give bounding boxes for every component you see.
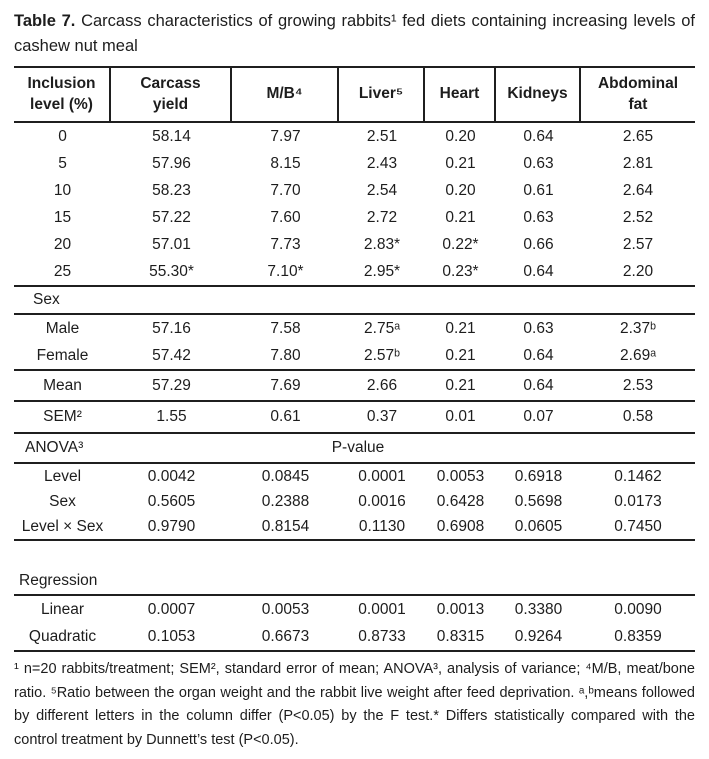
row-label: Quadratic	[28, 627, 97, 645]
table-cell: 0.07	[523, 408, 554, 425]
table-cell: 0.22*	[442, 235, 479, 253]
table-cell: 2.75ᵃ	[364, 319, 400, 337]
mean-row	[14, 371, 695, 402]
table-cell: 7.58	[270, 319, 301, 337]
table-cell: 2.57ᵇ	[363, 346, 401, 364]
table-cell: 0.63	[523, 154, 554, 172]
table-cell: 2.66	[366, 376, 398, 394]
row-label: Level × Sex	[21, 517, 104, 535]
table-cell: 0.5698	[514, 492, 563, 510]
row-label: Mean	[43, 376, 82, 394]
table-cell: 0.6918	[514, 467, 563, 485]
column-header-liver	[339, 68, 425, 121]
table-cell: 0.58	[622, 408, 654, 425]
table-caption	[14, 9, 695, 59]
table-cell: 0.0173	[614, 492, 662, 510]
table-row	[14, 177, 695, 204]
table-row	[14, 514, 695, 539]
table-cell: 0.9790	[147, 517, 196, 535]
row-label: 5	[58, 154, 67, 172]
column-header-inclusion-level	[14, 68, 111, 121]
table-cell: 0.21	[445, 208, 476, 226]
table-row	[14, 258, 695, 285]
table-cell: 0.21	[445, 319, 476, 337]
table-cell: 2.51	[366, 127, 398, 145]
table-cell: 0.0090	[614, 600, 662, 618]
row-label: Level	[43, 467, 82, 485]
table-cell: 0.1462	[614, 467, 662, 485]
table-cell: 7.69	[270, 376, 301, 394]
table-cell: 0.2388	[261, 492, 310, 510]
table-cell: 0.6673	[261, 627, 310, 645]
column-header-abdominal-fat	[581, 68, 695, 121]
table-row	[14, 231, 695, 258]
header-line: Liver⁵	[358, 85, 404, 103]
regression-section-header-row	[14, 568, 695, 596]
anova-section-header-row	[14, 434, 695, 464]
table-cell: 1.55	[156, 408, 187, 425]
header-line: M/B⁴	[266, 85, 303, 103]
table-cell: 2.81	[622, 154, 654, 172]
header-line: fat	[628, 95, 648, 113]
table-cell: 0.0605	[514, 517, 563, 535]
table-cell: 57.42	[152, 346, 191, 364]
table-cell: 2.43	[366, 154, 398, 172]
row-label: SEM²	[43, 408, 82, 425]
table-cell: 0.9264	[514, 627, 563, 645]
table-row	[14, 489, 695, 514]
table-cell: 0.7450	[614, 517, 662, 535]
table-row	[14, 150, 695, 177]
row-label: 15	[53, 208, 72, 226]
table-row	[14, 623, 695, 650]
row-label: Male	[45, 319, 80, 337]
table-cell: 0.66	[523, 235, 554, 253]
table-cell: 0.8154	[261, 517, 310, 535]
table-cell: 7.70	[270, 181, 301, 199]
column-header-kidneys	[496, 68, 581, 121]
sex-section-header-row	[14, 287, 695, 315]
table-row	[14, 342, 695, 369]
column-header-carcass-yield	[111, 68, 232, 121]
table-cell: 0.1130	[358, 517, 406, 535]
header-line: yield	[152, 95, 189, 113]
table-cell: 57.29	[152, 376, 191, 394]
table-cell: 0.6908	[436, 517, 485, 535]
table-row	[14, 204, 695, 231]
sem-row	[14, 402, 695, 434]
table-cell: 0.0013	[436, 600, 485, 618]
table-cell: 0.21	[445, 376, 476, 394]
table-cell: 2.64	[622, 181, 654, 199]
table-cell: 57.22	[152, 208, 191, 226]
table-caption-text: Carcass characteristics of growing rabbits¹ fed diets containing increasing levels of cashew nut meal	[14, 12, 695, 55]
table-cell: 55.30*	[149, 262, 194, 280]
table-cell: 0.37	[366, 408, 398, 425]
row-label: 20	[53, 235, 72, 253]
table-cell: 0.0007	[147, 600, 196, 618]
header-line: level (%)	[30, 95, 93, 113]
table-cell: 0.3380	[514, 600, 563, 618]
table-cell: 0.61	[523, 181, 554, 199]
row-label: 10	[53, 181, 72, 199]
table-cell: 0.01	[445, 408, 476, 425]
table-caption-label: Table 7.	[14, 12, 76, 30]
table-cell: 0.61	[270, 408, 301, 425]
table-cell: 0.8359	[614, 627, 662, 645]
pvalue-header: P-value	[331, 439, 385, 456]
table-row	[14, 123, 695, 150]
table-header-row	[14, 68, 695, 123]
table-cell: 0.0016	[358, 492, 406, 510]
header-line: Kidneys	[507, 85, 568, 103]
table-cell: 2.72	[366, 208, 398, 226]
data-table	[14, 66, 695, 652]
table-cell: 0.1053	[147, 627, 196, 645]
table-cell: 2.69ᵃ	[620, 346, 656, 364]
table-cell: 0.21	[445, 346, 476, 364]
regression-rows-section	[14, 596, 695, 652]
table-cell: 0.20	[445, 181, 476, 199]
table-cell: 2.95*	[363, 262, 401, 280]
table-cell: 7.60	[270, 208, 301, 226]
table-cell: 0.63	[523, 208, 554, 226]
table-cell: 0.0001	[358, 467, 406, 485]
header-line: Abdominal	[597, 74, 679, 92]
table-row	[14, 464, 695, 489]
sex-rows-section	[14, 315, 695, 371]
table-cell: 0.0053	[261, 600, 310, 618]
section-label-sex: Sex	[33, 291, 60, 308]
table-cell: 0.64	[523, 127, 554, 145]
row-label: Linear	[40, 600, 85, 618]
table-cell: 0.21	[445, 154, 476, 172]
header-line: Inclusion	[27, 74, 96, 92]
table-cell: 7.73	[270, 235, 301, 253]
table-cell: 0.8315	[436, 627, 485, 645]
table-cell: 0.0001	[358, 600, 406, 618]
table-cell: 2.83*	[363, 235, 401, 253]
table-cell: 0.23*	[442, 262, 479, 280]
table-row	[14, 596, 695, 623]
table-cell: 0.5605	[147, 492, 196, 510]
table-cell: 2.37ᵇ	[619, 319, 657, 337]
table-cell: 8.15	[270, 154, 301, 172]
table-row	[14, 315, 695, 342]
table-cell: 0.8733	[358, 627, 406, 645]
row-label: 0	[58, 127, 67, 145]
table-cell: 57.01	[152, 235, 191, 253]
table-cell: 0.0042	[147, 467, 196, 485]
table-cell: 0.0845	[261, 467, 310, 485]
row-label: Female	[36, 346, 89, 364]
table-cell: 2.53	[622, 376, 654, 394]
table-cell: 58.23	[152, 181, 191, 199]
table-cell: 57.16	[152, 319, 191, 337]
table-cell: 2.54	[366, 181, 398, 199]
inclusion-level-section	[14, 123, 695, 287]
table-cell: 0.63	[523, 319, 554, 337]
row-label: Sex	[49, 492, 76, 510]
table-cell: 0.64	[523, 376, 554, 394]
table-cell: 57.96	[152, 154, 191, 172]
table-cell: 2.52	[622, 208, 654, 226]
table-cell: 0.20	[445, 127, 476, 145]
table-cell: 58.14	[152, 127, 191, 145]
table-cell: 7.97	[270, 127, 301, 145]
table-cell: 7.10*	[267, 262, 304, 280]
header-line: Carcass	[140, 74, 201, 92]
table-cell: 7.80	[270, 346, 301, 364]
table-cell: 0.64	[523, 262, 554, 280]
table-cell: 2.57	[622, 235, 654, 253]
table-cell: 2.20	[622, 262, 654, 280]
header-line: Heart	[439, 85, 480, 103]
table-cell: 2.65	[622, 127, 654, 145]
column-header-heart	[425, 68, 496, 121]
column-header-mb	[232, 68, 339, 121]
table-cell: 0.64	[523, 346, 554, 364]
table-cell: 0.6428	[436, 492, 485, 510]
row-label: 25	[53, 262, 72, 280]
table-cell: 0.0053	[436, 467, 485, 485]
section-gap	[14, 541, 695, 568]
section-label-regression: Regression	[19, 572, 98, 589]
table-footnote: ¹ n=20 rabbits/treatment; SEM², standard error of mean; ANOVA³, analysis of variance; ⁴M/B, meat/bone ratio. ⁵Ratio between the organ weight and the rabbit live weight after feed deprivation. ᵃ,ᵇmeans followed by different letters in the column differ (P<0.05) by the F test.* Differs statistically compared with the control treatment by Dunnett’s test (P<0.05).	[14, 661, 695, 748]
anova-rows-section	[14, 464, 695, 541]
section-label-anova: ANOVA³	[25, 439, 84, 456]
